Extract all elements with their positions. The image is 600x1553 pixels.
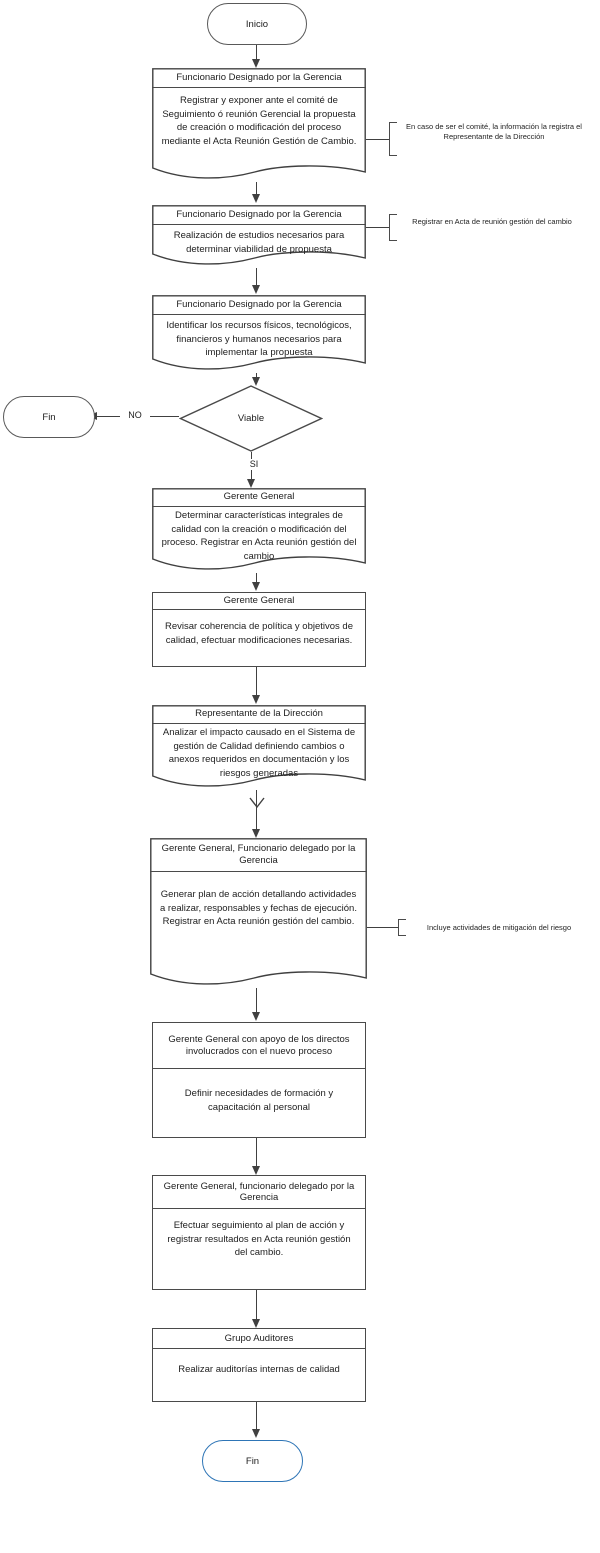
arrowhead-down-icon <box>252 1429 260 1438</box>
arrowhead-down-icon <box>252 194 260 203</box>
bracket-icon <box>389 214 397 241</box>
connector-line <box>256 1290 257 1319</box>
annotation-note: Incluye actividades de mitigación del riesgo <box>426 923 572 932</box>
node-header: Funcionario Designado por la Gerencia <box>152 68 366 88</box>
arrowhead-down-icon <box>252 1012 260 1021</box>
flow-node-estudios-viabilidad <box>152 205 366 268</box>
edge-label-si: SI <box>243 459 265 470</box>
node-body: Registrar y exponer ante el comité de Seguimiento ó reunión Gerencial la propuesta de creación o modificación del proceso mediante el Acta Reunión Gestión de Cambio. <box>161 95 357 147</box>
terminator-fin-final <box>202 1440 303 1482</box>
chevron-joint-icon <box>249 797 265 808</box>
node-header: Gerente General <box>153 593 365 610</box>
terminator-fin-final-label: Fin <box>245 1455 260 1467</box>
flow-node-revisar-coherencia <box>152 592 366 667</box>
annotation-note: Registrar en Acta de reunión gestión del cambio <box>412 217 572 226</box>
node-body: Realizar auditorías internas de calidad <box>178 1364 340 1375</box>
annotation-connector <box>367 927 398 928</box>
connector-line <box>256 1402 257 1429</box>
node-body: Analizar el impacto causado en el Sistema de gestión de Calidad definiendo cambios o anexos requeridos en documentación y los riesgos generadas <box>162 727 356 779</box>
connector-line <box>256 988 257 1012</box>
arrowhead-down-icon <box>252 829 260 838</box>
bracket-icon <box>389 122 397 156</box>
annotation-connector <box>366 139 389 140</box>
terminator-inicio <box>207 3 307 45</box>
bracket-icon <box>398 919 406 936</box>
arrowhead-down-icon <box>252 695 260 704</box>
flow-node-generar-plan-accion <box>150 838 367 988</box>
flow-node-analizar-impacto <box>152 705 366 790</box>
connector-line <box>256 182 257 194</box>
decision-viable <box>179 385 323 452</box>
connector-line <box>256 45 257 59</box>
node-body: Realización de estudios necesarios para determinar viabilidad de propuesta <box>173 230 345 255</box>
decision-label: Viable <box>237 413 265 424</box>
arrowhead-down-icon <box>252 1166 260 1175</box>
connector-line <box>256 268 257 285</box>
connector-line <box>256 667 257 695</box>
node-body: Efectuar seguimiento al plan de acción y registrar resultados en Acta reunión gestión del cambio. <box>167 1220 351 1258</box>
flow-node-seguimiento-plan <box>152 1175 366 1290</box>
arrowhead-down-icon <box>252 1319 260 1328</box>
node-header: Funcionario Designado por la Gerencia <box>152 295 366 315</box>
terminator-fin-no <box>3 396 95 438</box>
flow-node-registrar-propuesta <box>152 68 366 182</box>
flow-node-determinar-caracteristicas <box>152 488 366 573</box>
annotation-connector <box>366 227 389 228</box>
arrowhead-down-icon <box>252 285 260 294</box>
arrowhead-down-icon <box>247 479 255 488</box>
node-body: Identificar los recursos físicos, tecnológicos, financieros y humanos necesarios para implementar la propuesta <box>166 320 352 358</box>
flow-node-definir-formacion <box>152 1022 366 1138</box>
annotation-note: En caso de ser el comité, la información la registra el Representante de la Dirección <box>406 122 582 141</box>
arrowhead-down-icon <box>252 582 260 591</box>
connector-line <box>256 790 257 829</box>
node-header: Gerente General con apoyo de los directos involucrados con el nuevo proceso <box>153 1023 365 1069</box>
connector-line <box>256 1138 257 1166</box>
terminator-inicio-label: Inicio <box>245 18 269 30</box>
flow-node-auditorias-internas <box>152 1328 366 1402</box>
node-body: Revisar coherencia de política y objetivos de calidad, efectuar modificaciones necesarias. <box>165 621 353 646</box>
terminator-fin-no-label: Fin <box>42 411 56 423</box>
node-body: Generar plan de acción detallando actividades a realizar, responsables y fechas de ejecución. Registrar en Acta reunión gestión del cambio. <box>160 889 357 927</box>
node-header: Funcionario Designado por la Gerencia <box>152 205 366 225</box>
arrowhead-down-icon <box>252 59 260 68</box>
node-body: Definir necesidades de formación y capacitación al personal <box>184 1088 334 1113</box>
node-header: Grupo Auditores <box>153 1329 365 1349</box>
node-header: Representante de la Dirección <box>152 705 366 724</box>
node-body: Determinar características integrales de calidad con la creación o modificación del proceso. Registrar en Acta reunión gestión del cambio <box>161 510 357 562</box>
flow-node-identificar-recursos <box>152 295 366 373</box>
connector-line <box>256 573 257 582</box>
edge-label-no: NO <box>120 410 150 421</box>
node-header: Gerente General, Funcionario delegado por la Gerencia <box>150 838 367 872</box>
node-header: Gerente General, funcionario delegado por la Gerencia <box>153 1176 365 1209</box>
node-header: Gerente General <box>152 488 366 507</box>
